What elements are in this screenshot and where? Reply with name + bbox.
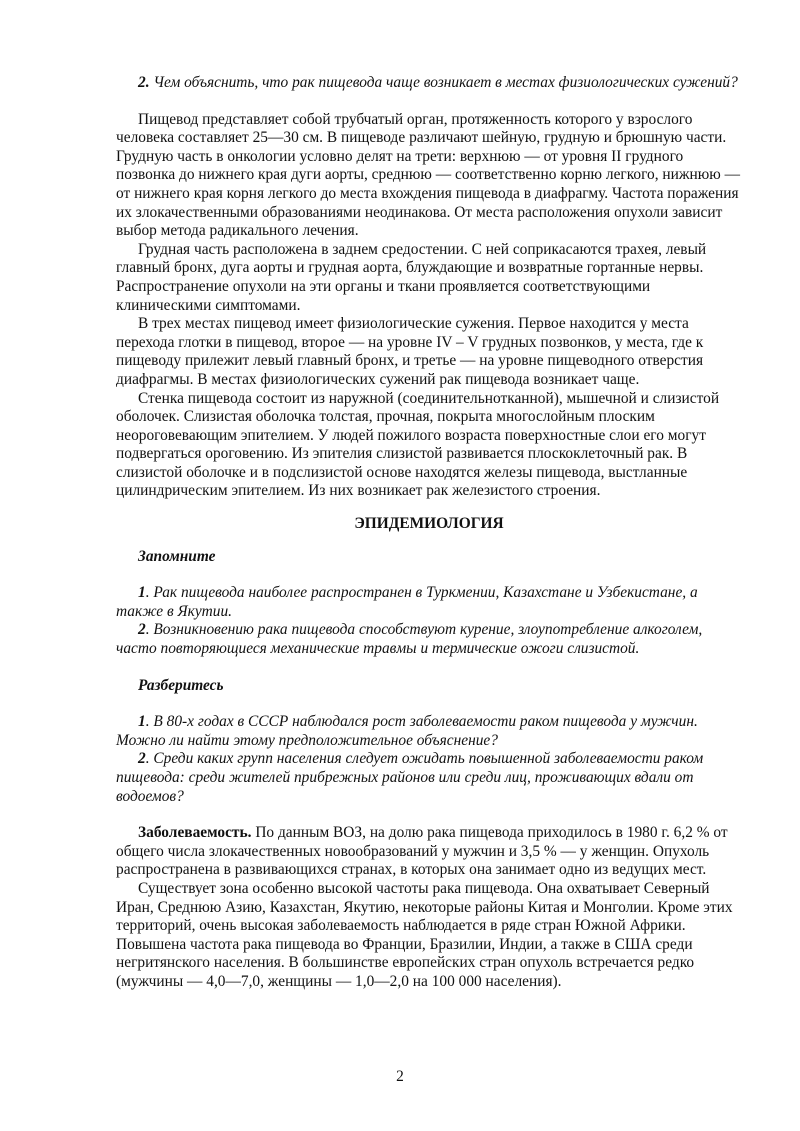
section-title: ЭПИДЕМИОЛОГИЯ [354, 515, 504, 533]
remember-heading: Запомните [138, 547, 216, 565]
page-number: 2 [396, 1068, 404, 1085]
page-content [116, 74, 742, 992]
spacer [116, 695, 742, 713]
remember-item-1-text: . Рак пищевода наиболее распространен в Туркмении, Казахстане и Узбекистане, а также в Якутии. [116, 584, 698, 620]
paragraph-incidence [116, 824, 742, 880]
remember-item-2-text: . Возникновению рака пищевода способствуют курение, злоупотребление алкоголем, часто повторяющиеся механические травмы и термические ожоги слизистой. [116, 621, 703, 658]
figure-out-item-1-text: . В 80-х годах в СССР наблюдался рост заболеваемости раком пищевода у мужчин. Можно ли найти этому предположительное объяснение? [116, 713, 698, 749]
paragraph-wall: Стенка пищевода состоит из наружной (соединительнотканной), мышечной и слизистой оболочек. Слизистая оболочка толстая, прочная, покрыта многослойным плоским неороговевающим эпителием. У людей пожилого возраста поверхностные слои его могут подвергаться ороговению. Из эпителия слизистой развивается плоскоклеточный рак. В слизистой оболочке и в подслизистой основе находятся железы пищевода, выстланные цилиндрическим эпителием. Из них возникает рак железистого строения. [116, 389, 720, 500]
incidence-lead: Заболеваемость. [138, 824, 252, 842]
incidence-text: По данным ВОЗ, на долю рака пищевода приходилось в 1980 г. 6,2 % от общего числа злокачественных новообразований у мужчин и 3,5 % — у женщин. Опухоль распространена в развивающихся странах, в которых она занимает одно из ведущих мест. [116, 824, 728, 879]
figure-out-item-2-text: . Среди каких групп населения следует ожидать повышенной заболеваемости раком пищевода: среди жителей прибрежных районов или среди лиц, проживающих вдали от водоемов? [116, 750, 704, 805]
paragraph-constrictions: В трех местах пищевод имеет физиологические сужения. Первое находится у места перехода глотки в пищевод, второе — на уровне IV – V грудных позвонков, у места, где к пищеводу прилежит левый главный бронх, и третье — на уровне пищеводного отверстия диафрагмы. В местах физиологических сужений рак пищевода возникает чаще. [116, 315, 704, 388]
figure-out-item-2 [116, 750, 742, 806]
question-2 [116, 74, 742, 93]
figure-out-heading: Разберитесь [138, 676, 224, 694]
remember-item-1-number: 1 [138, 584, 146, 602]
spacer [116, 659, 742, 677]
paragraph-thoracic: Грудная часть расположена в заднем средостении. С ней соприкасаются трахея, левый главный бронх, дуга аорты и грудная аорта, блуждающие и возвратные гортанные нервы. Распространение опухоли на эти органы и ткани проявляется соответствующими клиническими симптомами. [116, 240, 707, 314]
question-2-text: Чем объяснить, что рак пищевода чаще возникает в местах физиологических сужений? [149, 74, 738, 91]
spacer [116, 566, 742, 584]
spacer [116, 534, 742, 548]
spacer [116, 93, 742, 111]
spacer [116, 806, 742, 824]
figure-out-item-1-number: 1 [138, 713, 146, 731]
figure-out-item-1 [116, 713, 742, 750]
remember-item-1 [116, 584, 742, 621]
figure-out-item-2-number: 2 [138, 750, 146, 768]
question-2-number: 2. [138, 74, 150, 91]
paragraph-anatomy: Пищевод представляет собой трубчатый орган, протяженность которого у взрослого человека составляет 25—30 см. В пищеводе различают шейную, грудную и брюшную части. Грудную часть в онкологии условно делят на трети: верхнюю — от уровня II грудного позвонка до нижнего края дуги аорты, среднюю — соответственно корню легкого, нижнюю — от нижнего края корня легкого до места вхождения пищевода в диафрагму. Частота поражения их злокачественными образованиями неодинакова. От места расположения опухоли зависит выбор метода радикального лечения. [116, 110, 741, 240]
paragraph-high-risk-zone: Существует зона особенно высокой частоты рака пищевода. Она охватывает Северный Иран, Среднюю Азию, Казахстан, Якутию, некоторые районы Китая и Монголии. Кроме этих территорий, очень высокая заболеваемость наблюдается в ряде стран Южной Африки. Повышена частота рака пищевода во Франции, Бразилии, Индии, а также в США среди негритянского населения. В большинстве европейских стран опухоль встречается редко (мужчины — 4,0—7,0, женщины — 1,0—2,0 на 100 000 населения). [116, 879, 733, 990]
remember-item-2-number: 2 [138, 621, 146, 639]
spacer [116, 501, 742, 515]
remember-item-2 [116, 621, 742, 658]
